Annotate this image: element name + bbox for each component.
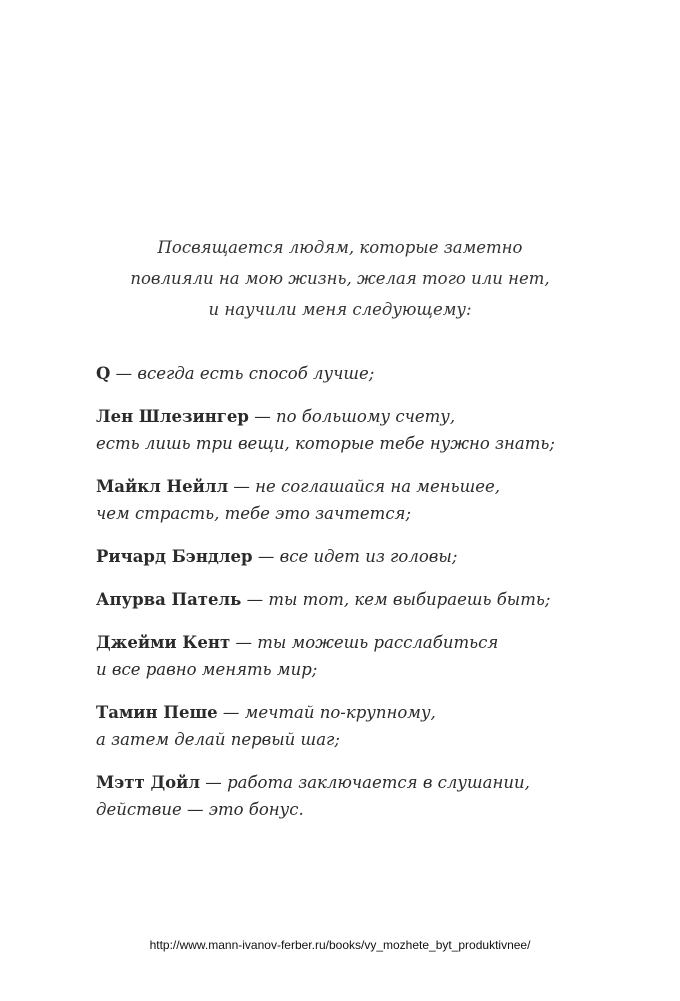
dash: — xyxy=(217,703,245,722)
dedication xyxy=(0,232,680,325)
dedication-entry xyxy=(96,699,636,753)
dedication-line: повлияли на мою жизнь, желая того или нет, xyxy=(130,269,550,288)
dedication-list xyxy=(96,360,636,839)
lesson-text: мечтай по-крупному, xyxy=(244,703,436,722)
lesson-text-continued: а затем делай первый шаг; xyxy=(96,730,340,749)
dedication-line: Посвящается людям, которые заметно xyxy=(157,238,523,257)
person-name: Джейми Кент xyxy=(96,633,231,652)
dedication-entry xyxy=(96,543,636,570)
lesson-text: всегда есть способ лучше; xyxy=(137,364,375,383)
person-name: Ричард Бэндлер xyxy=(96,547,253,566)
footer-url[interactable]: http://www.mann-ivanov-ferber.ru/books/vy_mozhete_byt_produktivnee/ xyxy=(149,938,531,952)
person-name: Мэтт Дойл xyxy=(96,773,201,792)
person-name: Тамин Пеше xyxy=(96,703,218,722)
dash: — xyxy=(228,477,256,496)
lesson-text: все идет из головы; xyxy=(279,547,458,566)
person-name: Майкл Нейлл xyxy=(96,477,229,496)
lesson-text: работа заключается в слушании, xyxy=(227,773,530,792)
lesson-text: не соглашайся на меньшее, xyxy=(255,477,500,496)
person-name: Q xyxy=(96,364,111,383)
person-name: Апурва Патель xyxy=(96,590,242,609)
dedication-entry xyxy=(96,629,636,683)
dash: — xyxy=(252,547,280,566)
person-name: Лен Шлезингер xyxy=(96,407,249,426)
lesson-text: по большому счету, xyxy=(275,407,456,426)
dash: — xyxy=(241,590,269,609)
dedication-entry xyxy=(96,360,636,387)
dash: — xyxy=(230,633,258,652)
lesson-text-continued: действие — это бонус. xyxy=(96,800,304,819)
lesson-text-continued: и все равно менять мир; xyxy=(96,660,318,679)
dash: — xyxy=(200,773,228,792)
dash: — xyxy=(248,407,276,426)
lesson-text-continued: чем страсть, тебе это зачтется; xyxy=(96,504,412,523)
lesson-text: ты тот, кем выбираешь быть; xyxy=(268,590,551,609)
dedication-entry xyxy=(96,403,636,457)
lesson-text: ты можешь расслабиться xyxy=(257,633,499,652)
dedication-entry xyxy=(96,769,636,823)
dash: — xyxy=(110,364,138,383)
dedication-line: и научили меня следующему: xyxy=(208,300,472,319)
lesson-text-continued: есть лишь три вещи, которые тебе нужно знать; xyxy=(96,434,555,453)
dedication-entry xyxy=(96,586,636,613)
dedication-entry xyxy=(96,473,636,527)
